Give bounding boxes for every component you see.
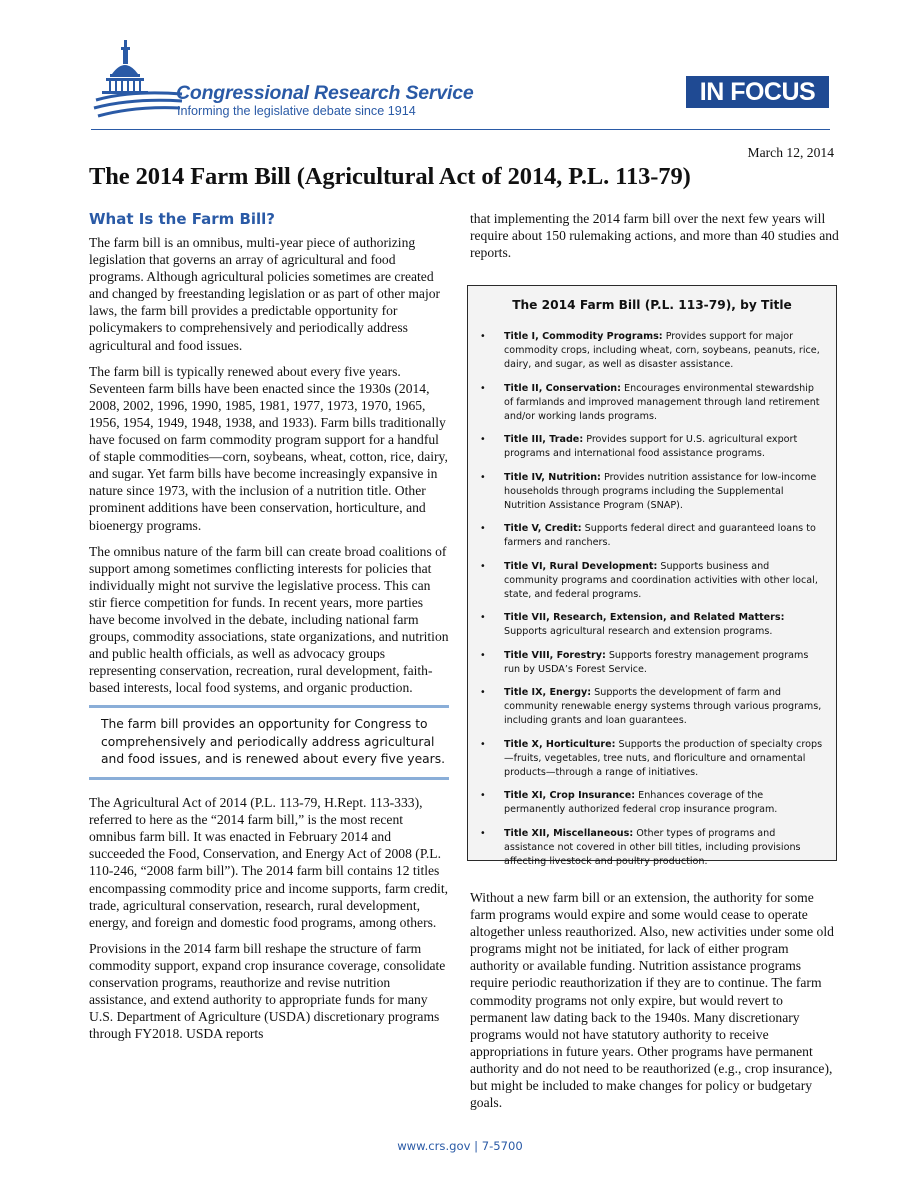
title-description: Supports business and community programs and coordination activities with other local, state, and federal programs. (504, 560, 818, 600)
bullet: • (480, 471, 486, 483)
title-list-item (468, 471, 836, 513)
title-name: Title VII, Research, Extension, and Related Matters: (504, 612, 785, 623)
bullet: • (480, 560, 486, 572)
paragraph-5: Provisions in the 2014 farm bill reshape the structure of farm commodity support, expand crop insurance coverage, consolidate conservation programs, reauthorize and revise nutrition assistance, and extend authority to appropriate funds for many U.S. Department of Agriculture (USDA) discretionary programs through FY2018. USDA reports (89, 940, 446, 1042)
pull-quote-text: The farm bill provides an opportunity for Congress to comprehensively and periodically address agricultural and food issues, and is renewed about every five years. (101, 717, 446, 766)
title-description: Supports forestry management programs run by USDA’s Forest Service. (504, 649, 809, 675)
title-list-item (468, 330, 836, 372)
title-name: Title IX, Energy: (504, 687, 592, 698)
title-name: Title V, Credit: (504, 523, 582, 534)
bullet: • (480, 827, 486, 839)
paragraph-2: The farm bill is typically renewed about every five years. Seventeen farm bills have been enacted since the 1930s (2014, 2008, 2002, 1996, 1990, 1985, 1981, 1977, 1973, 1970, 1965, 1956, 1954, 1949, 1948, 1938, and 1933). Farm bills traditionally have focused on farm commodity program support for a handful of staple commodities—corn, soybeans, wheat, cotton, rice, dairy, and sugar. Yet farm bills have become increasingly expansive in nature since 1973, with the inclusion of a nutrition title. Other prominent additions have been conservation, horticulture, and bioenergy programs. (89, 363, 448, 533)
title-name: Title VI, Rural Development: (504, 560, 658, 572)
publication-date: March 12, 2014 (747, 145, 834, 160)
box-title: The 2014 Farm Bill (P.L. 113-79), by Title (512, 298, 792, 312)
title-list-item (468, 522, 836, 550)
title-description: Encourages environmental stewardship of farmlands and improved management through land retirement and/or working lands programs. (504, 382, 820, 422)
title-description: Other types of programs and assistance not covered in other bill titles, including provisions affecting livestock and poultry production. (504, 827, 801, 867)
bullet: • (480, 434, 486, 445)
bullet: • (480, 382, 486, 394)
title-description: Supports the development of farm and community renewable energy systems through various programs, including grants and loan guarantees. (504, 687, 822, 726)
bullet: • (480, 331, 486, 342)
header-divider (91, 129, 830, 130)
title-description: Provides support for U.S. agricultural export programs and international food assistance programs. (504, 434, 798, 459)
title-name: Title X, Horticulture: (504, 738, 616, 750)
title-name: Title VIII, Forestry: (504, 649, 606, 661)
title-list-item (468, 789, 836, 817)
bullet: • (480, 790, 486, 801)
org-tagline: Informing the legislative debate since 1914 (177, 104, 416, 118)
title-name: Title XI, Crop Insurance: (504, 790, 636, 801)
title-list-item (468, 382, 836, 424)
footer-link[interactable]: www.crs.gov | 7-5700 (397, 1139, 523, 1153)
title-name: Title IV, Nutrition: (504, 471, 601, 483)
left-column (89, 210, 449, 1051)
org-name: Congressional Research Service (176, 82, 474, 104)
title-list-item (468, 738, 836, 780)
title-list-item (468, 649, 836, 677)
paragraph-expiry: Without a new farm bill or an extension, the authority for some farm programs would expire and some would cease to operate altogether unless reauthorized. Also, new activities under some old programs might not be initiated, for lack of either program authority or available funding. Nutrition assistance programs require periodic reauthorization if they are to continue. The farm commodity programs not only expire, but would revert to permanent law dating back to the 1940s. Many discretionary programs would not have statutory authority to receive appropriations in future years. Other programs have permanent authority and do not need to be reauthorized (e.g., crop insurance), but might be included to make changes for policy or budgetary goals. (470, 890, 834, 1111)
bullet: • (480, 738, 486, 750)
title-name: Title XII, Miscellaneous: (504, 827, 634, 839)
paragraph-1: The farm bill is an omnibus, multi-year piece of authorizing legislation that governs an array of agricultural and food programs. Although agricultural policies sometimes are created and changed by freestanding legislation or as part of other major laws, the farm bill provides a predictable opportunity for policymakers to comprehensively and periodically address agricultural and food issues. (89, 235, 441, 353)
paragraph-3: The omnibus nature of the farm bill can create broad coalitions of support among sometimes conflicting interests for policies that individually might not survive the legislative process. This can stir fierce competition for funds. In recent years, more parties have become involved in the debate, including national farm groups, commodity associations, state organizations, and nutrition and public health officials, as well as advocacy groups representing conservation, recreation, rural development, faith-based interests, local food systems, and organic production. (89, 543, 449, 696)
title-list-item (468, 686, 836, 728)
title-name: Title II, Conservation: (504, 382, 621, 394)
in-focus-badge: IN FOCUS (686, 76, 829, 108)
section-heading: What Is the Farm Bill? (89, 210, 276, 228)
farm-bill-titles-box (467, 285, 837, 867)
title-list-item (468, 433, 836, 461)
title-description: Provides support for major commodity crops, including wheat, corn, soybeans, peanuts, rice, dairy, and sugar, as well as disaster assistance. (504, 331, 820, 370)
title-description: Enhances coverage of the permanently authorized federal crop insurance program. (504, 790, 778, 815)
titles-list (468, 330, 836, 878)
pull-quote (89, 705, 449, 780)
title-name: Title I, Commodity Programs: (504, 331, 663, 342)
capitol-dome-logo (92, 38, 184, 120)
title-description: Supports federal direct and guaranteed loans to farmers and ranchers. (504, 523, 816, 548)
title-list-item (468, 611, 836, 639)
title-name: Title III, Trade: (504, 434, 584, 445)
page-title: The 2014 Farm Bill (Agricultural Act of 2014, P.L. 113-79) (89, 163, 691, 190)
title-description: Supports agricultural research and extension programs. (504, 626, 773, 637)
paragraph-continued: that implementing the 2014 farm bill over the next few years will require about 150 rulemaking actions, and more than 40 studies and reports. (470, 211, 839, 261)
title-list-item (468, 560, 836, 602)
title-description: Provides nutrition assistance for low-income households through programs including the Supplemental Nutrition Assistance Program (SNAP). (504, 471, 817, 511)
bullet: • (480, 523, 486, 534)
bullet: • (480, 687, 486, 698)
bullet: • (480, 649, 486, 661)
title-list-item (468, 827, 836, 869)
right-column-top (470, 210, 840, 270)
right-column-bottom (470, 889, 840, 1120)
paragraph-4: The Agricultural Act of 2014 (P.L. 113-79, H.Rept. 113-333), referred to here as the “2014 farm bill,” is the most recent omnibus farm bill. It was enacted in February 2014 and succeeded the Food, Conservation, and Energy Act of 2008 (P.L. 110-246, “2008 farm bill”). The 2014 farm bill contains 12 titles encompassing commodity price and income supports, farm credit, trade, agricultural conservation, research, rural development, energy, and foreign and domestic food programs, among others. (89, 795, 449, 930)
bullet: • (480, 612, 486, 623)
title-description: Supports the production of specialty crops—fruits, vegetables, tree nuts, and floriculture and ornamental products—through a range of initiatives. (504, 738, 823, 778)
